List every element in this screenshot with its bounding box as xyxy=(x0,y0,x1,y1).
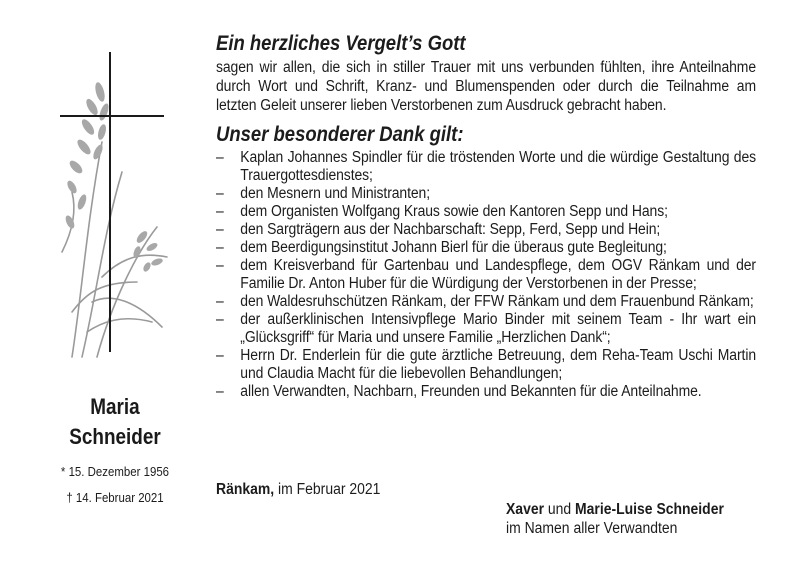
signature-block xyxy=(506,500,794,538)
signer-second: Marie-Luise Schneider xyxy=(575,501,724,518)
intro-paragraph: sagen wir allen, die sich in stiller Trauer mit uns verbunden fühlten, ihre Anteilnahme durch Wort und Schrift, Kranz- und Blumenspenden oder durch die Teilnahme am letzten Geleit unserer lieben Verstorbenen zum Ausdruck gebracht haben. xyxy=(216,59,756,114)
date-text: im Februar 2021 xyxy=(274,481,381,498)
signer-first: Xaver xyxy=(506,501,545,518)
place: Ränkam, xyxy=(216,481,275,498)
left-column xyxy=(0,0,200,573)
list-item: – den Sargträgern aus der Nachbarschaft: Sepp, Ferd, Sepp und Hein; xyxy=(216,221,661,238)
deceased-last-name: Schneider xyxy=(69,424,161,449)
death-date: † 14. Februar 2021 xyxy=(66,490,164,505)
list-item: – dem Organisten Wolfgang Kraus sowie den Kantoren Sepp und Hans; xyxy=(216,203,668,220)
thanks-block xyxy=(216,149,756,401)
list-item: – dem Kreisverband für Gartenbau und Landespflege, dem OGV Ränkam und der Familie Dr. Anton Huber für die Würdigung der Verstorbenen in der Presse; xyxy=(216,257,757,292)
place-date xyxy=(216,481,756,499)
list-item: – den Mesnern und Ministranten; xyxy=(216,185,431,202)
birth-date: * 15. Dezember 1956 xyxy=(60,464,170,479)
list-item: – Kaplan Johannes Spindler für die tröstenden Worte und die würdige Gestaltung des Trauergottesdienstes; xyxy=(216,149,757,184)
intro-block xyxy=(216,58,756,115)
cross-and-grass-illustration xyxy=(42,52,182,362)
list-item: – den Waldesruhschützen Ränkam, der FFW Ränkam und dem Frauenbund Ränkam; xyxy=(216,293,754,310)
heading-special-thanks: Unser besonderer Dank gilt: xyxy=(216,123,464,146)
deceased-first-name: Maria xyxy=(90,394,140,419)
list-item: – dem Beerdigungsinstitut Johann Bierl für die überaus gute Begleitung; xyxy=(216,239,667,256)
signers-subline: im Namen aller Verwandten xyxy=(506,520,678,537)
list-item: – Herrn Dr. Enderlein für die gute ärztliche Betreuung, dem Reha-Team Uschi Martin und Claudia Macht für die liebevollen Behandlungen; xyxy=(216,347,757,382)
list-item: – allen Verwandten, Nachbarn, Freunden und Bekannten für die Anteilnahme. xyxy=(216,383,702,400)
list-item: – der außerklinischen Intensivpflege Mario Binder mit seinem Team - Ihr wart ein „Glücksgriff“ für Maria und unsere Familie „Herzlichen Dank“; xyxy=(216,311,757,346)
thanks-list xyxy=(216,149,756,401)
heading-thanks: Ein herzliches Vergelt’s Gott xyxy=(216,32,466,55)
main-text xyxy=(216,30,756,401)
signers-line xyxy=(506,500,794,519)
signers-and: und xyxy=(544,501,576,518)
